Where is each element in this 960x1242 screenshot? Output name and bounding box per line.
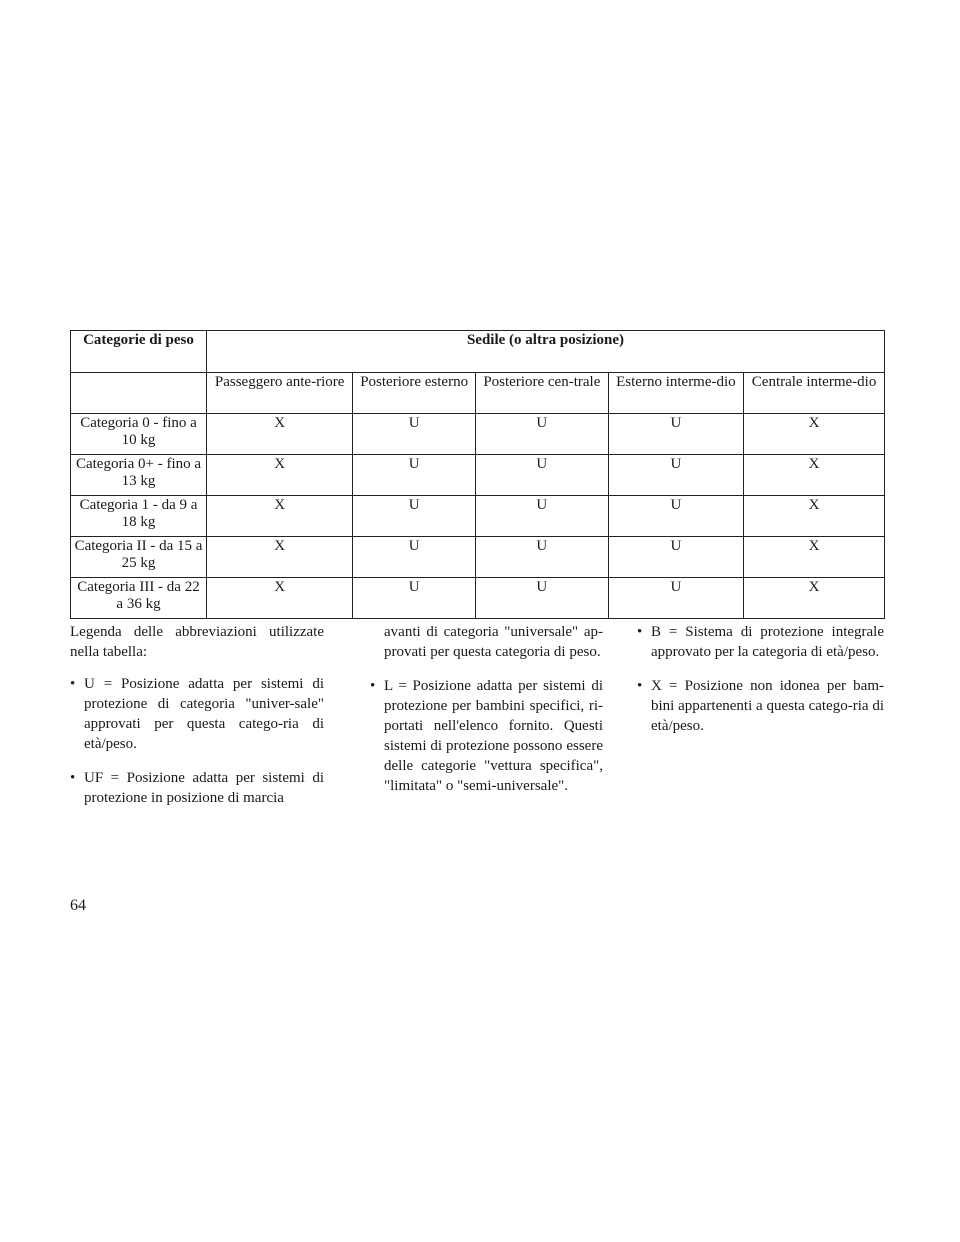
table-subheader-row xyxy=(71,373,885,414)
seat-position: Posteriore cen-trale xyxy=(476,373,609,414)
value-cell: U xyxy=(608,414,743,455)
table-header-row xyxy=(71,331,885,373)
header-category: Categorie di peso xyxy=(71,331,207,373)
legend-item-u xyxy=(70,674,324,754)
category-cell: Categoria III - da 22 a 36 kg xyxy=(71,578,207,619)
legend-item-text: B = Sistema di protezione integrale approvato per la categoria di età/peso. xyxy=(651,624,884,660)
value-cell: U xyxy=(353,578,476,619)
legend-intro: Legenda delle abbreviazioni utilizzate nella tabella: xyxy=(70,624,324,660)
category-cell: Categoria II - da 15 a 25 kg xyxy=(71,537,207,578)
legend-item-text: UF = Posizione adatta per sistemi di protezione in posizione di marcia xyxy=(84,770,324,806)
value-cell: X xyxy=(744,414,885,455)
legend-item-l xyxy=(370,676,603,796)
value-cell: X xyxy=(744,578,885,619)
legend-item-text: L = Posizione adatta per sistemi di protezione per bambini specifici, ri-portati nell'elenco fornito. Questi sistemi di protezione possono essere delle categorie "vettura specifica", "limitata" o "semi-universale". xyxy=(384,678,603,794)
bullet-icon: • xyxy=(637,678,643,694)
seat-position: Passeggero ante-riore xyxy=(207,373,353,414)
value-cell: U xyxy=(608,496,743,537)
legend-list xyxy=(70,674,324,808)
value-cell: X xyxy=(744,537,885,578)
seat-position: Centrale interme-dio xyxy=(744,373,885,414)
category-cell: Categoria 0 - fino a 10 kg xyxy=(71,414,207,455)
table-row xyxy=(71,455,885,496)
value-cell: X xyxy=(744,496,885,537)
legend-column-2 xyxy=(370,622,603,810)
category-cell: Categoria 0+ - fino a 13 kg xyxy=(71,455,207,496)
table-row xyxy=(71,578,885,619)
category-cell: Categoria 1 - da 9 a 18 kg xyxy=(71,496,207,537)
value-cell: U xyxy=(608,578,743,619)
table-row xyxy=(71,414,885,455)
value-cell: U xyxy=(476,496,609,537)
value-cell: U xyxy=(353,537,476,578)
seat-category-table xyxy=(70,330,885,619)
legend-list xyxy=(637,622,884,736)
legend-item-text: U = Posizione adatta per sistemi di protezione di categoria "univer-sale" approvati per questa catego-ria di età/peso. xyxy=(84,676,324,752)
empty-cell xyxy=(71,373,207,414)
legend-list xyxy=(370,676,603,796)
table-row xyxy=(71,537,885,578)
value-cell: U xyxy=(353,496,476,537)
value-cell: U xyxy=(353,414,476,455)
value-cell: U xyxy=(476,537,609,578)
value-cell: X xyxy=(207,455,353,496)
value-cell: U xyxy=(608,455,743,496)
legend-item-x xyxy=(637,676,884,736)
bullet-icon: • xyxy=(637,624,643,640)
legend-column-3 xyxy=(637,622,884,750)
bullet-icon: • xyxy=(70,770,76,786)
value-cell: X xyxy=(207,496,353,537)
legend-item-text: X = Posizione non idonea per bam-bini appartenenti a questa catego-ria di età/peso. xyxy=(651,678,884,734)
page-number: 64 xyxy=(70,897,86,914)
seat-position: Esterno interme-dio xyxy=(608,373,743,414)
legend-item-uf xyxy=(70,768,324,808)
value-cell: X xyxy=(207,537,353,578)
value-cell: U xyxy=(476,414,609,455)
value-cell: U xyxy=(476,455,609,496)
seat-position: Posteriore esterno xyxy=(353,373,476,414)
value-cell: U xyxy=(476,578,609,619)
value-cell: U xyxy=(353,455,476,496)
bullet-icon: • xyxy=(370,678,376,694)
legend-item-b xyxy=(637,622,884,662)
value-cell: X xyxy=(207,414,353,455)
table-row xyxy=(71,496,885,537)
header-seat: Sedile (o altra posizione) xyxy=(207,331,885,373)
value-cell: X xyxy=(207,578,353,619)
bullet-icon: • xyxy=(70,676,76,692)
legend-item-uf-continued: avanti di categoria "universale" ap-provati per questa categoria di peso. xyxy=(384,624,603,660)
legend-column-1 xyxy=(70,622,324,822)
value-cell: U xyxy=(608,537,743,578)
value-cell: X xyxy=(744,455,885,496)
